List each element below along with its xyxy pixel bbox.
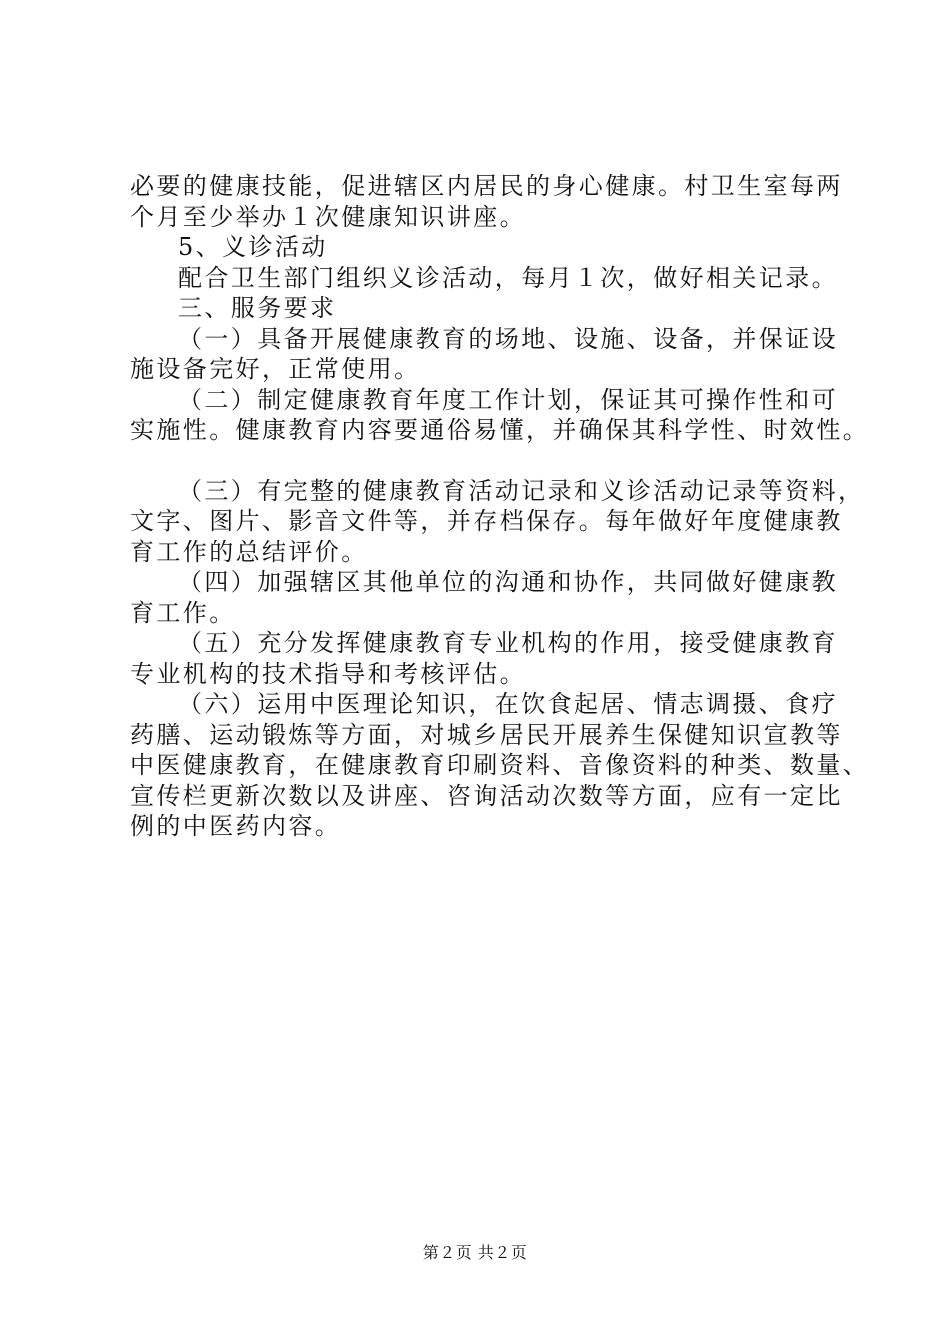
body-line: 药膳、运动锻炼等方面，对城乡居民开展养生保健知识宣教等	[130, 720, 843, 749]
body-line: 必要的健康技能，促进辖区内居民的身心健康。村卫生室每两	[130, 172, 843, 200]
body-line: （三）有完整的健康教育活动记录和义诊活动记录等资料，	[178, 476, 865, 505]
body-line: （二）制定健康教育年度工作计划，保证其可操作性和可	[178, 385, 838, 414]
body-line: 配合卫生部门组织义诊活动，每月１次，做好相关记录。	[178, 263, 838, 292]
body-line: 中医健康教育，在健康教育印刷资料、音像资料的种类、数量、	[130, 751, 870, 779]
body-line: 专业机构的技术指导和考核评估。	[130, 659, 526, 688]
paragraph-gap	[130, 446, 830, 476]
body-line: 文字、图片、影音文件等，并存档保存。每年做好年度健康教	[130, 507, 843, 535]
body-line: 施设备完好，正常使用。	[130, 355, 421, 383]
body-line: 个月至少举办１次健康知识讲座。	[130, 202, 526, 231]
page-footer: 第２页 共２页	[422, 1243, 528, 1262]
body-line: （四）加强辖区其他单位的沟通和协作，共同做好健康教	[178, 568, 838, 596]
body-line: 实施性。健康教育内容要通俗易懂，并确保其科学性、时效性。	[130, 416, 870, 444]
body-line: （六）运用中医理论知识，在饮食起居、情志调摄、食疗	[178, 690, 838, 718]
body-line: 宣传栏更新次数以及讲座、咨询活动次数等方面，应有一定比	[130, 781, 843, 810]
section-heading: 5、义诊活动	[178, 233, 328, 261]
body-line: 育工作的总结评价。	[130, 537, 368, 566]
body-line: （一）具备开展健康教育的场地、设施、设备，并保证设	[178, 324, 838, 353]
document-body	[130, 171, 870, 842]
body-line: 例的中医药内容。	[130, 812, 342, 840]
body-line: （五）充分发挥健康教育专业机构的作用，接受健康教育	[178, 629, 838, 657]
section-heading: 三、服务要求	[178, 294, 337, 322]
body-line: 育工作。	[130, 598, 236, 627]
